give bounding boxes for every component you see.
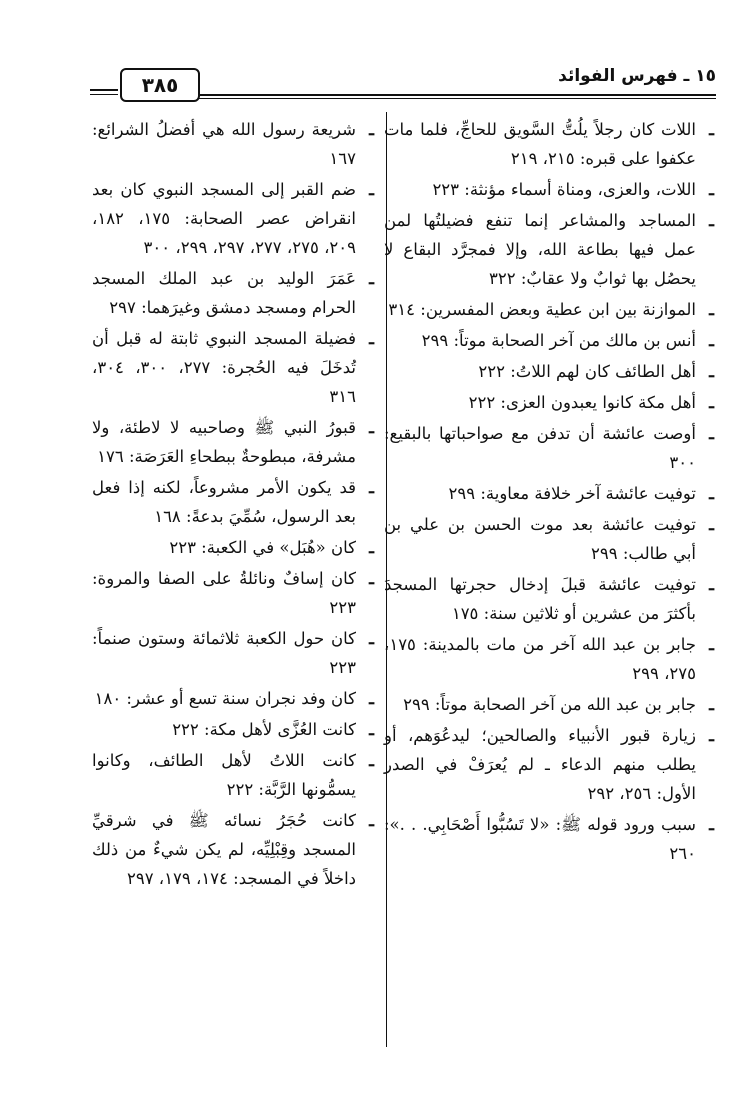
index-entry — [384, 810, 714, 868]
index-entry — [92, 564, 374, 622]
index-entry-text: اللات كان رجلاً يلُتُّ السَّويق للحاجِّ، فلما مات عكفوا على قبره: ٢١٥، ٢١٩ — [384, 120, 696, 168]
bullet-icon: ـ — [709, 211, 714, 230]
index-entry-text: سبب ورود قوله ﷺ: «لا تَسُبُّوا أَصْحَابِي. . .»: ٢٦٠ — [384, 815, 696, 863]
index-entry-text: قبورُ النبي ﷺ وصاحبيه لا لاطئة، ولا مشرفة، مبطوحةٌ ببطحاءِ العَرَصَة: ١٧٦ — [92, 418, 356, 466]
index-entry — [384, 419, 714, 477]
index-entry — [384, 510, 714, 568]
bullet-icon: ـ — [709, 120, 714, 139]
index-entry — [92, 533, 374, 562]
page-number: ٣٨٥ — [120, 68, 200, 102]
index-entry — [384, 295, 714, 324]
bullet-icon: ـ — [709, 635, 714, 654]
index-entry — [92, 413, 374, 471]
index-entry-text: قد يكون الأمر مشروعاً، لكنه إذا فعل بعد الرسول، سُمِّيَ بدعةً: ١٦٨ — [92, 478, 356, 526]
index-entry-text: المساجد والمشاعر إنما تنفع فضيلتُها لمن عمل فيها بطاعة الله، وإلا فمجرَّد البقاع لا يحصُل بها ثوابٌ ولا عقابٌ: ٣٢٢ — [384, 211, 696, 288]
bullet-icon: ـ — [369, 329, 374, 348]
bullet-icon: ـ — [369, 120, 374, 139]
index-entry-text: توفيت عائشة بعد موت الحسن بن علي بن أبي طالب: ٢٩٩ — [384, 515, 696, 563]
bullet-icon: ـ — [709, 515, 714, 534]
bullet-icon: ـ — [709, 331, 714, 350]
index-entry — [384, 175, 714, 204]
index-entry-text: كانت العُزَّى لأهل مكة: ٢٢٢ — [172, 720, 356, 739]
index-entry-text: كانت اللاتُ لأهل الطائف، وكانوا يسمُّونها الرَّبَّة: ٢٢٢ — [92, 751, 356, 799]
bullet-icon: ـ — [709, 695, 714, 714]
index-entry-text: أوصت عائشة أن تدفن مع صواحباتها بالبقيع: ٣٠٠ — [384, 424, 696, 472]
bullet-icon: ـ — [369, 720, 374, 739]
index-entry — [384, 479, 714, 508]
index-entry-text: كان وفد نجران سنة تسع أو عشر: ١٨٠ — [94, 689, 356, 708]
index-entry-text: أهل الطائف كان لهم اللاتُ: ٢٢٢ — [478, 362, 696, 381]
bullet-icon: ـ — [369, 269, 374, 288]
index-entry-text: توفيت عائشة قبلَ إدخال حجرتها المسجدَ بأكثرَ من عشرين أو ثلاثين سنة: ١٧٥ — [384, 575, 696, 623]
index-entry — [384, 630, 714, 688]
index-entry-text: كان حول الكعبة ثلاثمائة وستون صنماً: ٢٢٣ — [92, 629, 356, 677]
index-entry — [384, 206, 714, 293]
index-column-left — [92, 115, 374, 895]
header-rule — [180, 94, 716, 96]
index-entry — [384, 326, 714, 355]
bullet-icon: ـ — [369, 751, 374, 770]
index-entry-text: كان «هُبَل» في الكعبة: ٢٢٣ — [169, 538, 356, 557]
index-entry — [92, 264, 374, 322]
index-entry — [384, 570, 714, 628]
header-title: ١٥ ـ فهرس الفوائد — [558, 66, 716, 86]
bullet-icon: ـ — [709, 300, 714, 319]
index-entry — [92, 175, 374, 262]
index-entry-text: اللات، والعزى، ومناة أسماء مؤنثة: ٢٢٣ — [432, 180, 696, 199]
index-entry-text: جابر بن عبد الله من آخر الصحابة موتاً: ٢٩٩ — [403, 695, 696, 714]
bullet-icon: ـ — [369, 811, 374, 830]
index-entry — [92, 115, 374, 173]
bullet-icon: ـ — [709, 484, 714, 503]
index-entry — [384, 388, 714, 417]
bullet-icon: ـ — [369, 689, 374, 708]
index-column-right — [384, 115, 714, 870]
index-entry-text: كانت حُجَرُ نسائه ﷺ في شرقيِّ المسجد وقِبْلِيِّه، لم يكن شيءٌ من ذلك داخلاً في المسجد: ١٧٤، ١٧٩، ٢٩٧ — [92, 811, 356, 888]
index-entry — [92, 324, 374, 411]
index-entry-text: كان إسافٌ ونائلةُ على الصفا والمروة: ٢٢٣ — [92, 569, 356, 617]
header-rule-left — [90, 89, 118, 91]
index-entry — [92, 715, 374, 744]
bullet-icon: ـ — [369, 478, 374, 497]
header-rule-thin — [180, 98, 716, 99]
bullet-icon: ـ — [369, 629, 374, 648]
page-header — [90, 60, 716, 106]
bullet-icon: ـ — [369, 180, 374, 199]
index-entry — [92, 624, 374, 682]
index-entry-text: زيارة قبور الأنبياء والصالحين؛ ليدعُوَهم، أو يطلب منهم الدعاء ـ لم يُعرَفْ في الصدر الأول: ٢٥٦، ٢٩٢ — [384, 726, 696, 803]
index-entry-text: عَمَرَ الوليد بن عبد الملك المسجد الحرام ومسجد دمشق وغيرَهما: ٢٩٧ — [92, 269, 356, 317]
bullet-icon: ـ — [369, 418, 374, 437]
index-entry — [92, 473, 374, 531]
index-entry — [92, 806, 374, 893]
bullet-icon: ـ — [709, 815, 714, 834]
index-entry-text: توفيت عائشة آخر خلافة معاوية: ٢٩٩ — [448, 484, 696, 503]
index-entry-text: شريعة رسول الله هي أفضلُ الشرائع: ١٦٧ — [92, 120, 356, 168]
bullet-icon: ـ — [709, 362, 714, 381]
bullet-icon: ـ — [369, 569, 374, 588]
bullet-icon: ـ — [709, 424, 714, 443]
index-entry-text: الموازنة بين ابن عطية وبعض المفسرين: ٣١٤ — [388, 300, 696, 319]
index-entry-text: ضم القبر إلى المسجد النبوي كان بعد انقراض عصر الصحابة: ١٧٥، ١٨٢، ٢٠٩، ٢٧٥، ٢٧٧، ٢٩٧، ٢٩٩، ٣٠٠ — [92, 180, 356, 257]
bullet-icon: ـ — [709, 393, 714, 412]
index-entry — [384, 690, 714, 719]
index-entry-text: أهل مكة كانوا يعبدون العزى: ٢٢٢ — [468, 393, 696, 412]
bullet-icon: ـ — [709, 726, 714, 745]
index-entry — [384, 357, 714, 386]
index-entry-text: فضيلة المسجد النبوي ثابتة له قبل أن تُدخَلَ فيه الحُجرة: ٢٧٧، ٣٠٠، ٣٠٤، ٣١٦ — [92, 329, 356, 406]
index-entry-text: جابر بن عبد الله آخر من مات بالمدينة: ١٧٥، ٢٧٥، ٢٩٩ — [384, 635, 696, 683]
index-entry — [92, 684, 374, 713]
index-entry — [92, 746, 374, 804]
bullet-icon: ـ — [709, 575, 714, 594]
index-entry — [384, 115, 714, 173]
header-rule-left-thin — [90, 94, 118, 95]
index-entry — [384, 721, 714, 808]
index-entry-text: أنس بن مالك من آخر الصحابة موتاً: ٢٩٩ — [421, 331, 696, 350]
bullet-icon: ـ — [369, 538, 374, 557]
bullet-icon: ـ — [709, 180, 714, 199]
